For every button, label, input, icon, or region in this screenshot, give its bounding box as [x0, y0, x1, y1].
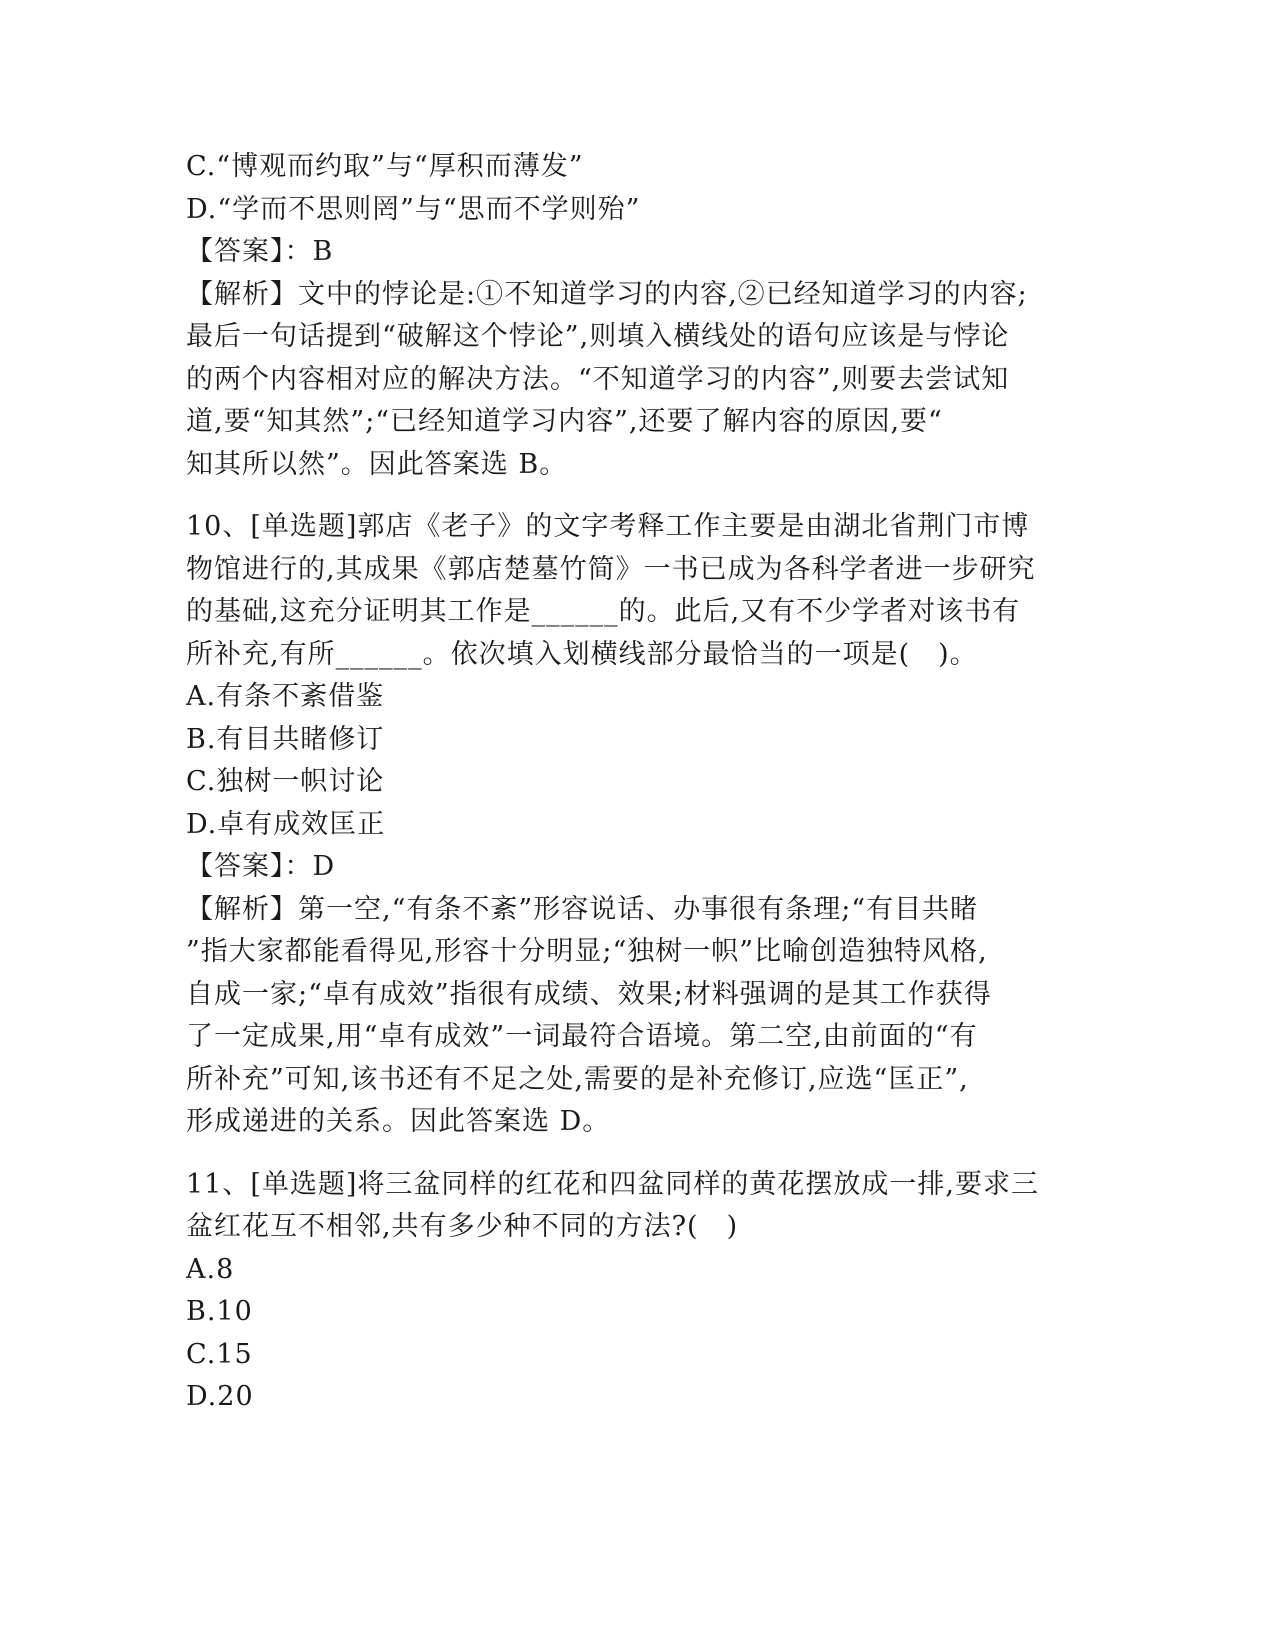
option-d: D.“学而不思则罔”与“思而不学则殆”: [186, 193, 641, 225]
question-stem-line: 的基础,这充分证明其工作是______的。此后,又有不少学者对该书有: [186, 596, 1021, 627]
previous-question-section: [186, 146, 1086, 486]
question-11-section: [186, 1164, 1086, 1419]
answer-line: 【答案】：B: [186, 236, 334, 267]
option-c: C.独树一帜讨论: [186, 766, 385, 797]
section-spacer: [186, 486, 1086, 506]
question-stem-line: 物馆进行的,其成果《郭店楚墓竹简》一书已成为各科学者进一步研究: [186, 553, 1036, 585]
analysis-line: 【解析】文中的悖论是:①不知道学习的内容,②已经知道学习的内容;: [186, 278, 1028, 310]
analysis-line: 所补充”可知,该书还有不足之处,需要的是补充修订,应选“匡正”,: [186, 1063, 969, 1095]
question-10-section: [186, 506, 1086, 1144]
option-c: C.“博观而约取”与“厚积而薄发”: [186, 151, 584, 182]
analysis-line: 形成递进的关系。因此答案选 D。: [186, 1106, 611, 1137]
analysis-line: ”指大家都能看得见,形容十分明显;“独树一帜”比喻创造独特风格,: [186, 936, 988, 967]
option-c: C.15: [186, 1338, 253, 1370]
analysis-line: 【解析】第一空,“有条不紊”形容说话、办事很有条理;“有目共睹: [186, 893, 979, 925]
question-stem-line: 10、[单选题]郭店《老子》的文字考释工作主要是由湖北省荆门市博: [186, 511, 1030, 542]
question-stem-line: 所补充,有所______。依次填入划横线部分最恰当的一项是( )。: [186, 638, 978, 670]
question-stem-line: 盆红花互不相邻,共有多少种不同的方法?( ): [186, 1211, 739, 1242]
option-d: D.卓有成效匡正: [186, 808, 386, 840]
option-d: D.20: [186, 1381, 254, 1412]
option-a: A.8: [186, 1253, 235, 1285]
answer-line: 【答案】：D: [186, 851, 336, 882]
document-content: [186, 146, 1086, 1419]
analysis-line: 道,要“知其然”;“已经知道学习内容”,还要了解内容的原因,要“: [186, 406, 943, 437]
option-a: A.有条不紊借鉴: [186, 681, 385, 712]
question-stem-line: 11、[单选题]将三盆同样的红花和四盆同样的黄花摆放成一排,要求三: [186, 1168, 1040, 1200]
analysis-line: 了一定成果,用“卓有成效”一词最符合语境。第二空,由前面的“有: [186, 1021, 978, 1052]
option-b: B.10: [186, 1296, 253, 1327]
section-spacer: [186, 1144, 1086, 1164]
analysis-line: 最后一句话提到“破解这个悖论”,则填入横线处的语句应该是与悖论: [186, 321, 1010, 352]
analysis-line: 知其所以然”。因此答案选 B。: [186, 448, 568, 480]
option-b: B.有目共睹修订: [186, 723, 385, 755]
analysis-line: 的两个内容相对应的解决方法。“不知道学习的内容”,则要去尝试知: [186, 363, 1010, 395]
analysis-line: 自成一家;“卓有成效”指很有成绩、效果;材料强调的是其工作获得: [186, 978, 992, 1010]
